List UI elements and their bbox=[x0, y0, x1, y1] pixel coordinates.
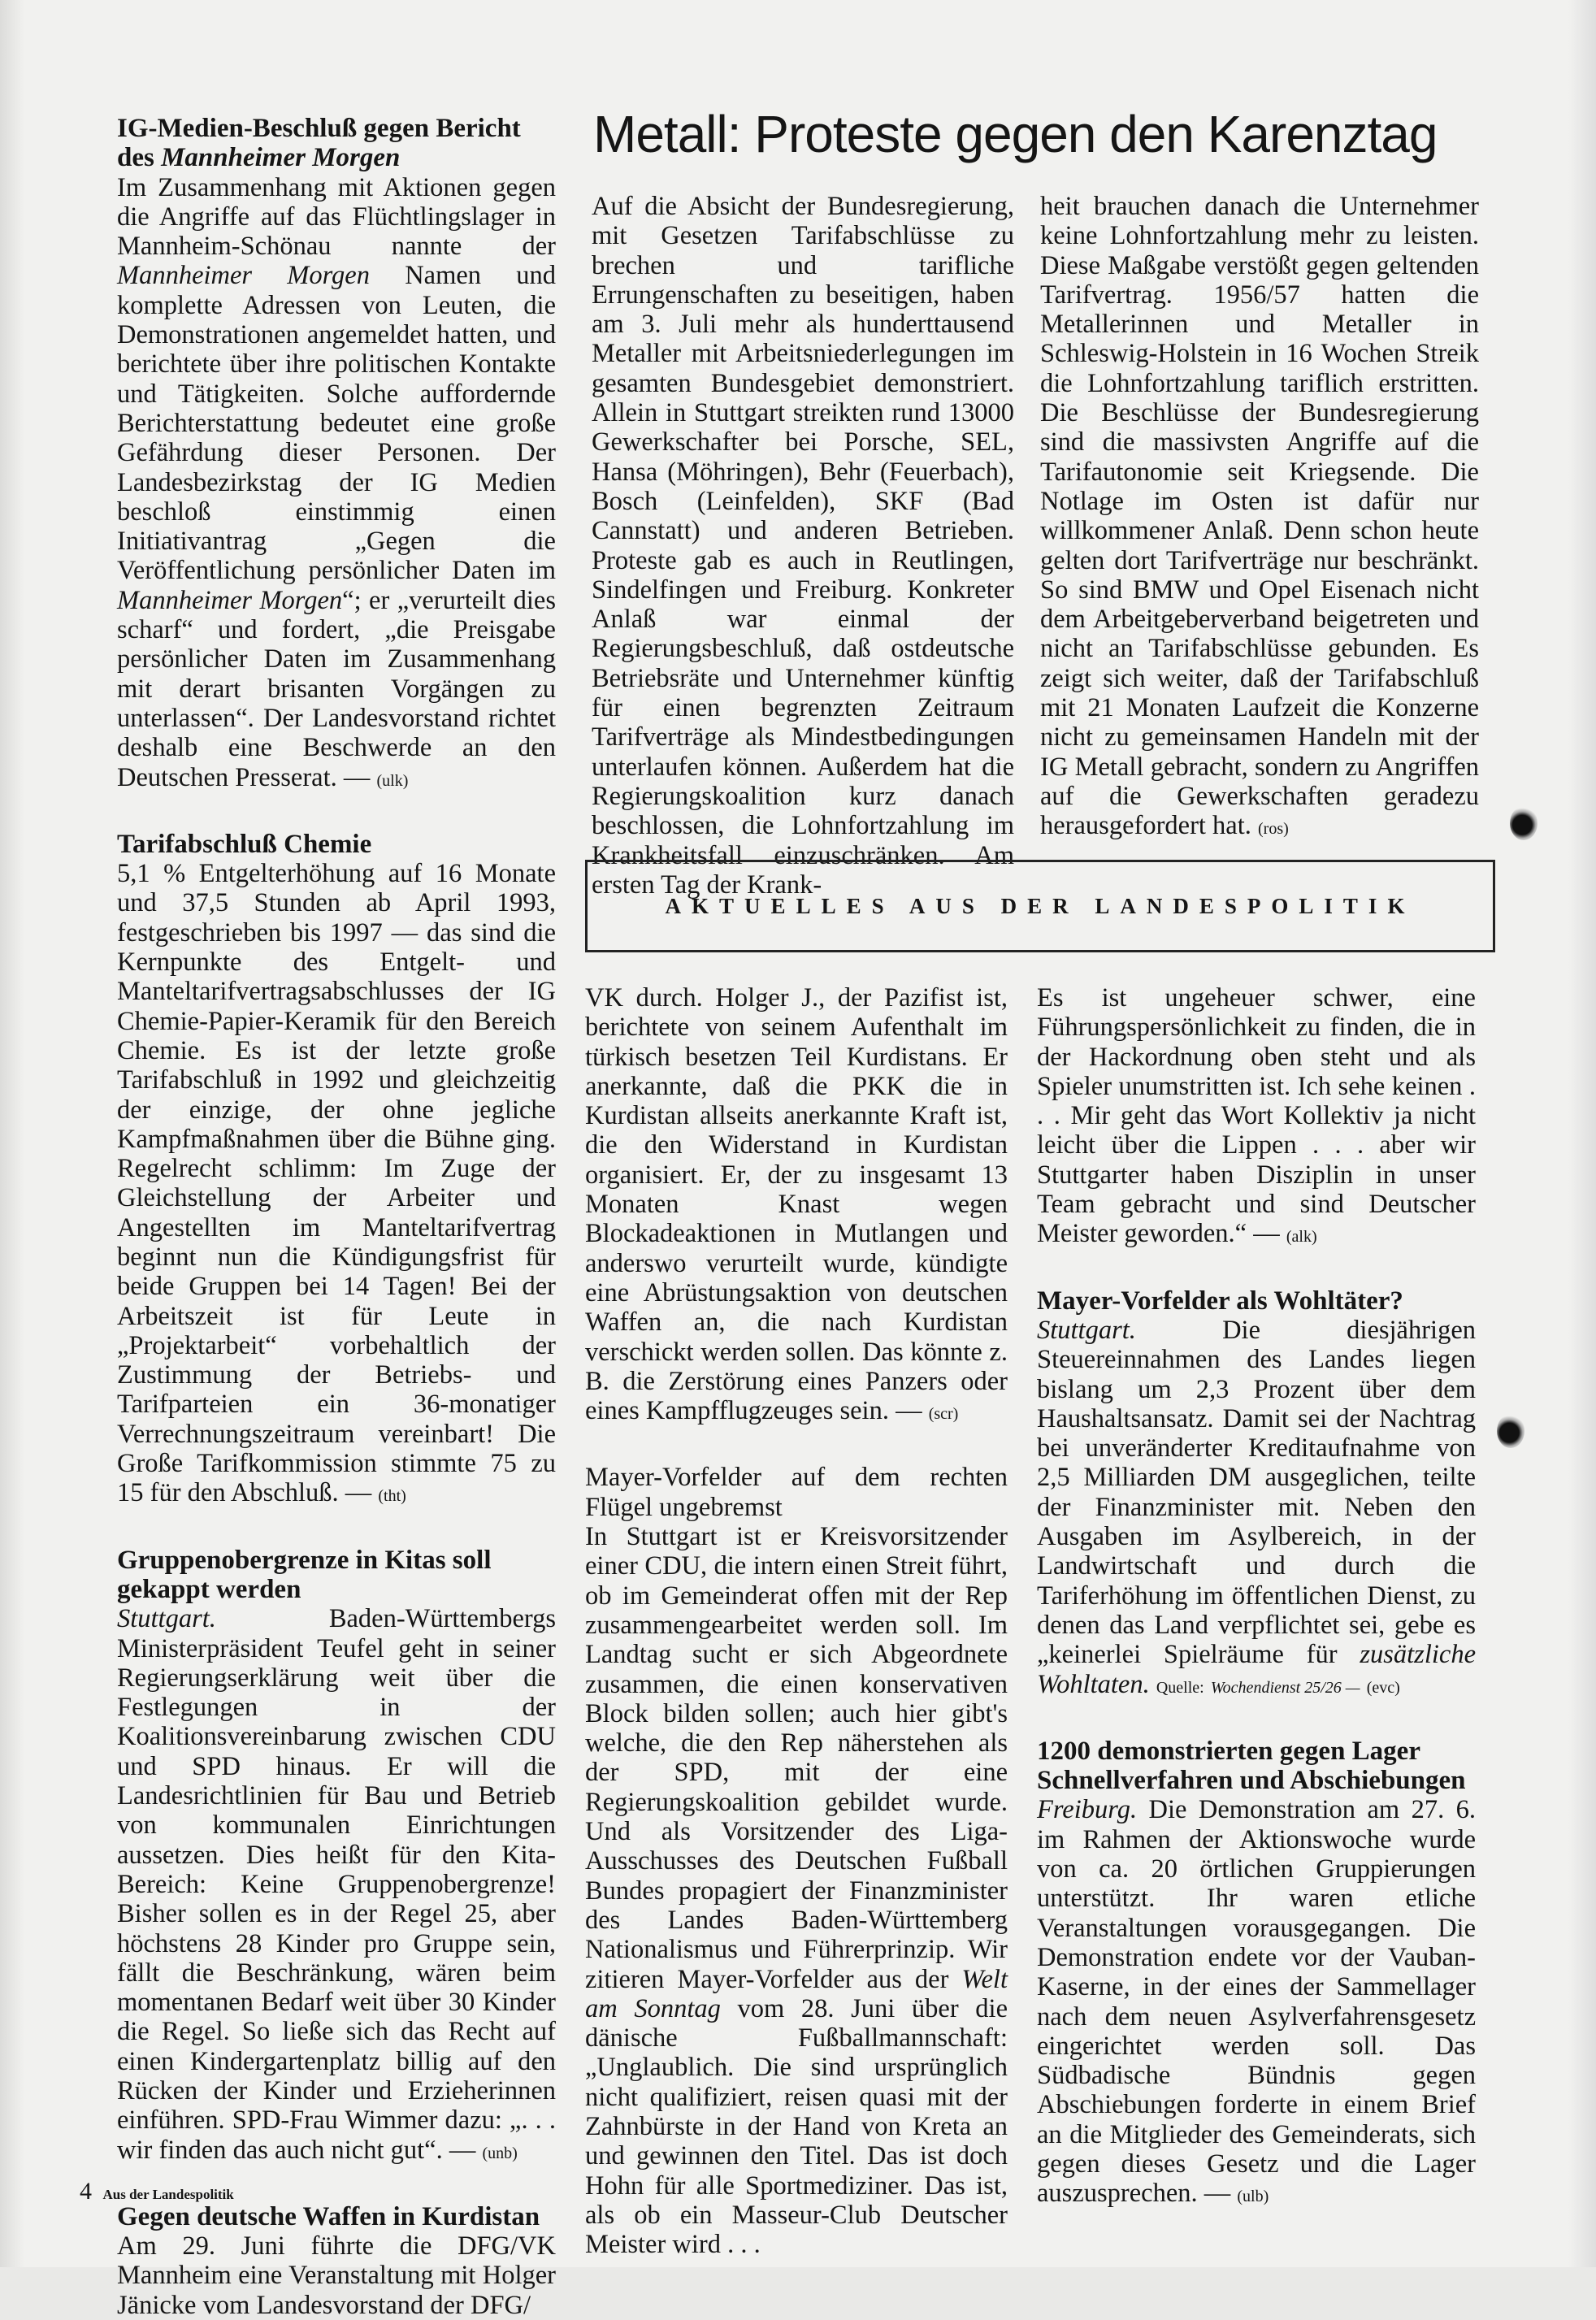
article-headline: Tarifabschluß Chemie bbox=[117, 829, 372, 859]
body-text: “; er „verurteilt dies scharf“ und fordert, „die Preisgabe persönlicher Daten im Zusammenhang mit derart brisanten Vorgängen zu unterlassen“. Der Landesvorstand richtet deshalb eine Beschwerde an den Deutschen Presserat. — bbox=[117, 585, 556, 792]
body-text: In Stuttgart ist er Kreisvorsitzender einer CDU, die intern einen Streit führt, ob im Gemeinderat offen mit der Rep zusammengearbeitet werden soll. Im Landtag sucht er sich Abgeordnete zusammen, die einen konservativen Block bilden sollen; auch hier gibt's welche, die den Rep näherstehen als der SPD, mit der eine Regierungskoalition gebildet wurde. Und als Vorsitzender des Liga-Ausschusses des Deutschen Fußball Bundes propagiert der Finanzminister des Landes Baden-Württemberg Nationalismus und Führerprinzip. Wir zitieren Mayer-Vorfelder aus der bbox=[585, 1522, 1008, 1994]
body-text: heit brauchen danach die Unternehmer keine Lohnfortzahlung mehr zu leisten. Diese Maßgabe verstößt gegen geltenden Tarifvertrag. 1956/57 hatten die Metallerinnen und Metaller in Schleswig-Holstein in 16 Wochen Streik die Lohnfortzahlung tariflich erstritten. Die Beschlüsse der Bundesregierung sind die massivsten Angriffe auf die Tarifautonomie seit Kriegsende. Die Notlage im Osten ist dafür nur willkommener Anlaß. Denn schon heute gelten dort Tarifverträge nur beschränkt. So sind BMW und Opel Eisenach nicht dem Arbeitgeberverband beigetreten und nicht an Tarifabschlüsse gebunden. Es zeigt sich weiter, daß der Tarifabschluß mit 21 Monaten Laufzeit die Konzerne nicht zu gemeinsamen Handeln mit der IG Metall gebracht, sondern zu Angriffen auf die Gewerkschaften geradezu herausgefordert hat. bbox=[1040, 192, 1479, 841]
dateline: Stuttgart. bbox=[1037, 1315, 1136, 1345]
body-text: Namen und komplette Adressen von Leuten, die Demonstrationen angemeldet hatten, und berichtete über ihre politischen Kontakte und Tätigkeiten. Solche auffordernde Berichterstattung bedeutet eine große Gefährdung dieser Personen. Der Landesbezirkstag der IG Medien beschloß einstimmig einen Initiativantrag „Gegen die Veröffentlichung persönlicher Daten im bbox=[117, 261, 556, 586]
author-signature: (ulb) bbox=[1237, 2188, 1269, 2206]
article-headline: Gruppenobergrenze in Kitas soll gekappt werden bbox=[117, 1545, 492, 1604]
body-italic: Mannheimer Morgen bbox=[117, 585, 343, 615]
article-kurdistan bbox=[117, 2202, 556, 2320]
article-headline: Gegen deutsche Waffen in Kurdistan bbox=[117, 2201, 540, 2231]
article-body bbox=[585, 1522, 1008, 2259]
body-text: Baden-Württembergs Ministerpräsident Teufel geht in seiner Regierungserklärung weit über die Festlegungen in der Koalitionsvereinbarung zwischen CDU und SPD hinaus. Er will die Landesrichtlinien für Bau und Betrieb von kommunalen Einrichtungen aussetzen. Dies heißt für den Kita-Bereich: Keine Gruppenobergrenze! Bisher sollen es in der Regel 25, aber höchstens 28 Kinder pro Gruppe sein, fällt die Beschränkung, wären beim momentanen Bedarf weit über 30 Kinder die Regel. So ließe sich das Recht auf einen Kindergartenplatz billig auf den Rücken der Kinder und Erzieherinnen einführen. SPD-Frau Wimmer dazu: „. . . wir finden das auch nicht gut“. — bbox=[117, 1604, 556, 2165]
article-kitas bbox=[117, 1546, 556, 2168]
article-ig-medien bbox=[117, 114, 556, 796]
article-freiburg-demo bbox=[1037, 1737, 1476, 2212]
author-signature: (tht) bbox=[378, 1487, 406, 1506]
body-text: Es ist ungeheuer schwer, eine Führungspersönlichkeit zu finden, die in der Hackordnung oben steht und als Spieler unumstritten ist. Ich sehe keinen . . . Mir geht das Wort Kollektiv ja nicht leicht über die Lippen . . . aber wir Stuttgarter haben Disziplin in unser Team gebracht und sind Deutscher Meister geworden.“ — bbox=[1037, 983, 1476, 1249]
headline-text: IG-Medien-Beschluß gegen Bericht des bbox=[117, 114, 521, 173]
article-body bbox=[117, 173, 556, 796]
main-headline: Metall: Proteste gegen den Karenztag bbox=[593, 105, 1438, 163]
punch-hole-icon bbox=[1497, 1414, 1524, 1448]
footer-section-label: Aus der Landespolitik bbox=[102, 2187, 234, 2202]
author-signature: (alk) bbox=[1286, 1228, 1317, 1247]
author-signature: (ulk) bbox=[376, 771, 409, 790]
author-signature: (evc) bbox=[1366, 1678, 1400, 1697]
body-text: Die diesjährigen Steuereinnahmen des Landes liegen bislang um 2,3 Prozent über dem Haushaltsansatz. Damit sei der Nachtrag bei unveränderter Kreditaufnahme von 2,5 Milliarden DM ausgeglichen, teilte der Finanzminister mit. Neben den Ausgaben im Asylbereich, in der Landwirtschaft und durch die Tariferhöhung im öffentlichen Dienst, zu denen das Land verpflichtet sei, gebe es „keinerlei Spielräume für bbox=[1037, 1315, 1477, 1670]
body-text: VK durch. Holger J., der Pazifist ist, berichtete von seinem Aufenthalt im türkisch besetzen Teil Kurdistans. Er anerkannte, daß die PKK die in Kurdistan allseits anerkannte Kraft ist, die den Widerstand in Kurdistan organisiert. Er, der zu insgesamt 13 Monaten Knast wegen Blockadeaktionen in Mutlangen und anderswo verurteilt wurde, kündigte eine Abrüstungsaktion von deutschen Waffen an, die nach Kurdistan verschickt werden sollen. Das könnte z. B. die Zerstörung eines Panzers oder eines Kampfflugzeuges sein. — bbox=[585, 983, 1008, 1426]
main-article-col-2 bbox=[1040, 192, 1479, 844]
body-italic: zusätzliche Wohltaten. bbox=[1037, 1640, 1476, 1699]
article-mayer-vorfelder-rechts bbox=[585, 1463, 1008, 2259]
dateline: Stuttgart. bbox=[117, 1604, 216, 1634]
article-body bbox=[585, 983, 1008, 1429]
article-body bbox=[1037, 1795, 1476, 2211]
article-body bbox=[1037, 983, 1476, 1252]
page-footer bbox=[80, 2178, 234, 2205]
article-tarifabschluss bbox=[117, 830, 556, 1511]
body-text: Im Zusammenhang mit Aktionen gegen die Angriffe auf das Flüchtlingslager in Mannheim-Schönau nannte der bbox=[117, 172, 556, 262]
middle-column bbox=[585, 983, 1008, 2259]
punch-hole-icon bbox=[1510, 806, 1537, 840]
article-headline: Mayer-Vorfelder auf dem rechten Flügel ungebremst bbox=[585, 1463, 1008, 1522]
article-body bbox=[117, 859, 556, 1511]
article-wohltaeter bbox=[1037, 1286, 1476, 1702]
right-column bbox=[1037, 983, 1476, 2212]
author-signature: (scr) bbox=[928, 1405, 959, 1424]
author-signature: (unb) bbox=[482, 2144, 518, 2162]
body-italic: Mannheimer Morgen bbox=[117, 261, 370, 291]
section-banner bbox=[585, 860, 1495, 952]
body-text: Die Demonstration am 27. 6. im Rahmen der Aktionswoche wurde von ca. 20 örtlichen Gruppierungen unterstützt. Ihr waren etliche Veranstaltungen vorausgegangen. Die Demonstration endete vor der Vauban-Kaserne, in der eines der Sammellager nach dem neuen Asylverfahrensgesetz eingerichtet werden soll. Das Südbadische Bündnis gegen Abschiebungen forderte in einem Brief an die Mitglieder des Gemeinderats, sich gegen dieses Gesetz und die Lager auszusprechen. — bbox=[1037, 1795, 1477, 2209]
article-body: Auf die Absicht der Bundesregierung, mit Gesetzen Tarifabschlüsse zu brechen und tarifliche Errungenschaften zu beseitigen, haben am 3. Juli mehr als hunderttausend Metaller mit Arbeitsniederlegungen im gesamten Bundesgebiet demonstriert. Allein in Stuttgart streikten rund 13000 Gewerkschafter bei Porsche, SEL, Hansa (Möhringen), Behr (Feuerbach), Bosch (Leinfelden), SKF (Bad Cannstatt) und anderen Betrieben. Proteste gab es auch in Reutlingen, Sindelfingen und Freiburg. Konkreter Anlaß war einmal der Regierungsbeschluß, daß ostdeutsche Betriebsräte und Unternehmer künftig für einen begrenzten Zeitraum Tarifverträge als Mindestbedingungen unterlaufen können. Außerdem hat die Regierungskoalition kurz danach beschlossen, die Lohnfortzahlung im Krankheitsfall einzuschränken. Am ersten Tag der Krank- bbox=[592, 192, 1014, 900]
section-banner-label: AKTUELLES AUS DER LANDESPOLITIK bbox=[665, 893, 1416, 918]
headline-italic: Mannheimer Morgen bbox=[161, 143, 401, 173]
article-headline: 1200 demonstrierten gegen Lager Schnellverfahren und Abschiebungen bbox=[1037, 1736, 1466, 1796]
article-mayer-vorfelder-continued bbox=[1037, 983, 1476, 1252]
article-headline: Mayer-Vorfelder als Wohltäter? bbox=[1037, 1286, 1403, 1316]
body-italic: Welt am Sonntag bbox=[585, 1964, 1008, 2023]
author-signature: (ros) bbox=[1258, 820, 1289, 839]
dateline: Freiburg. bbox=[1037, 1795, 1138, 1825]
article-body bbox=[1037, 1316, 1476, 1702]
body-text: vom 28. Juni über die dänische Fußballmannschaft: „Unglaublich. Die sind ursprünglich nicht qualifiziert, reisen quasi mit der Zahnbürste in der Hand von Kreta an und gewinnen den Titel. Das ist doch Hohn für alle Sportmediziner. Das ist, als ob ein Masseur-Club Deutscher Meister wird . . . bbox=[585, 1993, 1008, 2260]
article-body bbox=[1040, 192, 1479, 844]
main-article-col-1 bbox=[592, 192, 1014, 900]
article-body bbox=[117, 1604, 556, 2168]
article-headline bbox=[117, 114, 556, 173]
article-body: Am 29. Juni führte die DFG/VK Mannheim eine Veranstaltung mit Holger Jänicke vom Landesvorstand der DFG/ bbox=[117, 2231, 556, 2320]
page-number: 4 bbox=[80, 2178, 92, 2205]
source-label: Quelle: bbox=[1156, 1678, 1204, 1697]
body-text: 5,1 % Entgelterhöhung auf 16 Monate und 37,5 Stunden ab April 1993, festgeschrieben bis 1997 — das sind die Kernpunkte des Entgelt- und Manteltarifvertragsabschlusses der IG Chemie-Papier-Keramik für den Bereich Chemie. Es ist der letzte große Tarifabschluß in 1992 und gleichzeitig der einzige, der ohne jegliche Kampfmaßnahmen über die Bühne ging. Regelrecht schlimm: Im Zuge der Gleichstellung der Arbeiter und Angestellten im Manteltarifvertrag beginnt nun die Kündigungsfrist für beide Gruppen bei 14 Tagen! Bei der Arbeitszeit ist für Leute in „Projektarbeit“ vorbehaltlich der Zustimmung der Betriebs- und Tarifparteien ein 36-monatiger Verrechnungszeitraum vereinbart! Die Große Tarifkommission stimmte 75 zu 15 für den Abschluß. — bbox=[117, 859, 556, 1508]
left-column bbox=[117, 114, 556, 2320]
article-kurdistan-continued bbox=[585, 983, 1008, 1429]
source-name: Wochendienst 25/26 — bbox=[1210, 1678, 1360, 1697]
